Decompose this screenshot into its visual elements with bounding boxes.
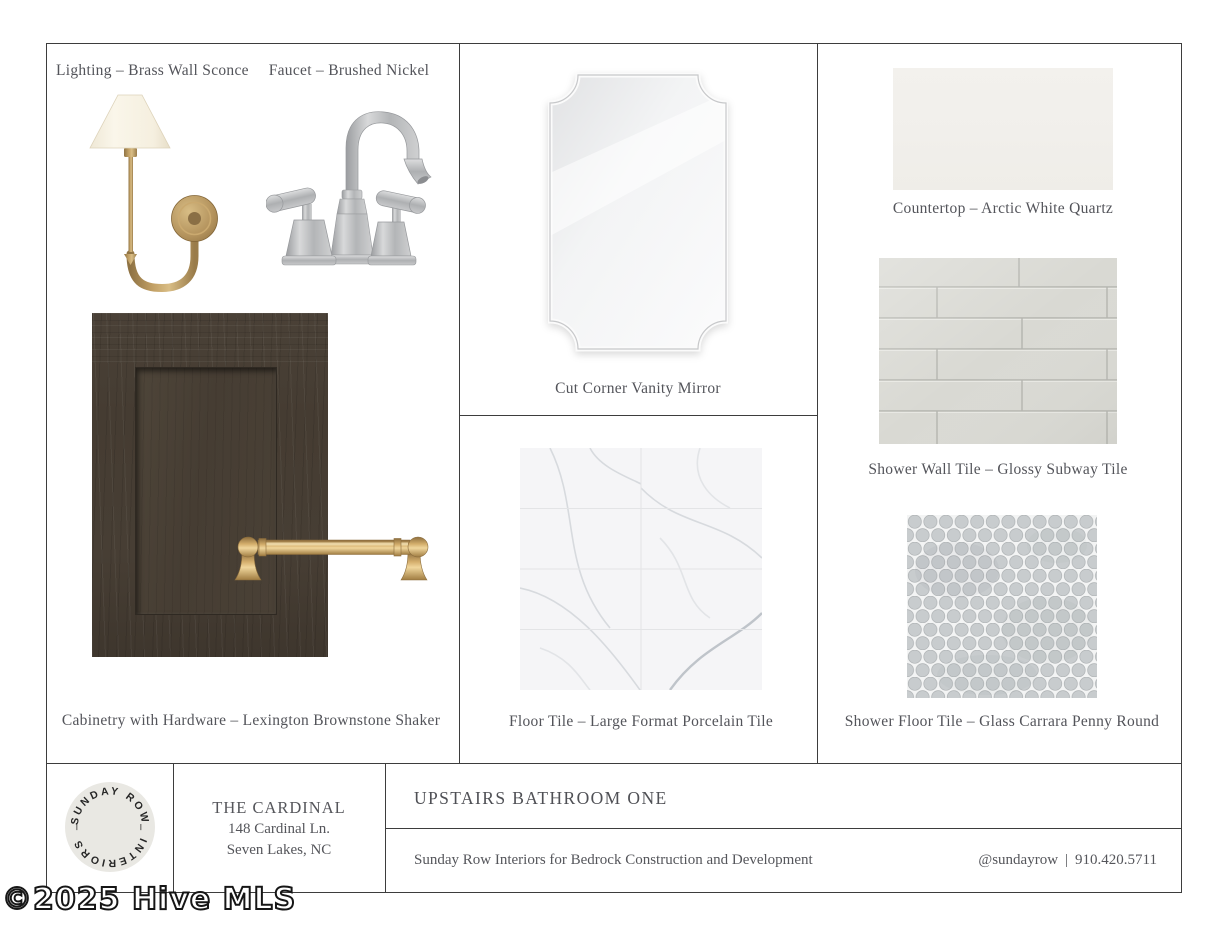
handle-bar [258, 540, 410, 555]
right-handle-stem [392, 208, 401, 224]
right-handle-foot [368, 256, 416, 265]
social-handle: @sundayrow [978, 852, 1059, 868]
penny-tile-caption: Shower Floor Tile – Glass Carrara Penny Round [844, 713, 1160, 730]
floor-tile-caption: Floor Tile – Large Format Porcelain Tile [508, 713, 774, 730]
brass-pull-handle-image [234, 526, 434, 592]
cabinet-top-rail [92, 313, 328, 367]
cut-corner-mirror-image [548, 73, 728, 353]
project-block [178, 797, 380, 861]
sconce-shade [90, 95, 170, 148]
subway-tile-image [879, 258, 1117, 444]
logo-bottom-text: INTERIORS [71, 836, 149, 870]
project-address-line1: 148 Cardinal Ln. [227, 821, 331, 837]
cabinet-door-image [92, 313, 328, 657]
brushed-nickel-faucet-image [266, 98, 454, 280]
sunday-row-logo [65, 782, 155, 872]
logo-dash-left: – [71, 823, 83, 831]
porcelain-floor-tile-image [520, 448, 762, 690]
column-divider-left [459, 43, 460, 764]
credit-line: Sunday Row Interiors for Bedrock Construction and Development [414, 852, 813, 868]
handle-right-ball [408, 537, 428, 557]
faucet-spout-collar [342, 190, 362, 199]
brass-wall-sconce-image [86, 86, 262, 296]
handle-right-collar [394, 539, 401, 557]
contact-line [978, 852, 1157, 869]
left-handle-foot [282, 256, 336, 265]
column-divider-right [817, 43, 818, 764]
project-name: THE CARDINAL [212, 798, 346, 817]
left-handle-base [286, 220, 332, 256]
sconce-arm [131, 234, 195, 288]
logo-dash-right: – [135, 823, 147, 831]
project-address-line2: Seven Lakes, NC [226, 842, 332, 858]
handle-left-collar [259, 539, 266, 557]
phone-number: 910.420.5711 [1075, 852, 1157, 868]
right-handle-base [371, 222, 411, 256]
room-title: UPSTAIRS BATHROOM ONE [414, 788, 668, 808]
sconce-caption: Lighting – Brass Wall Sconce [56, 62, 249, 79]
faucet-spout [346, 112, 419, 198]
countertop-caption: Countertop – Arctic White Quartz [892, 200, 1114, 217]
handle-left-ball [238, 537, 258, 557]
mirror-caption: Cut Corner Vanity Mirror [555, 380, 721, 397]
cabinet-caption: Cabinetry with Hardware – Lexington Brownstone Shaker [61, 712, 441, 729]
sconce-collar [124, 148, 137, 157]
faucet-caption: Faucet – Brushed Nickel [268, 62, 430, 79]
subway-tile-caption: Shower Wall Tile – Glossy Subway Tile [868, 461, 1128, 478]
penny-round-tile-image [907, 515, 1097, 698]
left-handle-stem [302, 204, 312, 222]
quartz-countertop-image [893, 68, 1113, 190]
sconce-arm-joint [188, 212, 201, 225]
footer-row-divider [385, 828, 1182, 829]
faucet-base-body [331, 214, 373, 255]
footer-divider-logo [173, 764, 174, 893]
contact-divider: | [1065, 852, 1069, 868]
logo-top-text: SUNDAY ROW [68, 785, 152, 826]
mls-watermark: ©2025 Hive MLS [2, 882, 297, 917]
sconce-stem [129, 148, 134, 252]
middle-column-divider [459, 415, 817, 416]
handle-bar-highlight [260, 543, 408, 546]
faucet-base-bulge [337, 199, 367, 214]
subway-sheen [879, 258, 1117, 444]
